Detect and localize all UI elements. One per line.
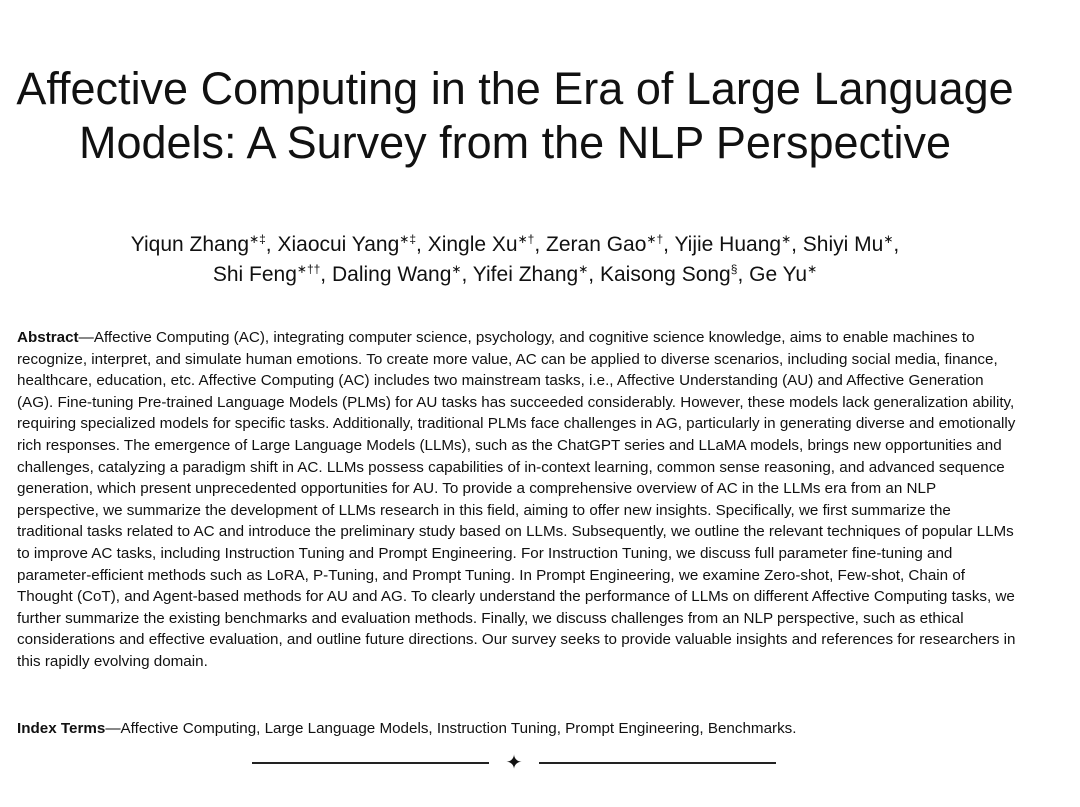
section-divider — [252, 752, 776, 774]
author-list — [0, 230, 1030, 290]
affiliation-marks: ∗ — [807, 262, 818, 276]
author: Shiyi Mu∗ — [802, 232, 894, 256]
index-terms — [17, 718, 1017, 740]
divider-diamond-icon: ✦ — [505, 752, 523, 774]
author: Yifei Zhang∗ — [472, 262, 589, 286]
author: Yijie Huang∗ — [674, 232, 792, 256]
affiliation-marks: ∗†† — [296, 262, 321, 276]
affiliation-marks: ∗‡ — [249, 232, 266, 246]
author: Xingle Xu∗† — [427, 232, 535, 256]
author: Shi Feng∗†† — [212, 262, 321, 286]
affiliation-marks: § — [730, 262, 738, 276]
affiliation-marks: ∗ — [578, 262, 589, 276]
author: Daling Wang∗ — [331, 262, 462, 286]
author-line-1: Yiqun Zhang∗‡, Xiaocui Yang∗‡, Xingle Xu∗†, Zeran Gao∗†, Yijie Huang∗, Shiyi Mu∗, — [130, 232, 900, 256]
author: Ge Yu∗ — [749, 262, 818, 286]
author-line-2: Shi Feng∗††, Daling Wang∗, Yifei Zhang∗, Kaisong Song§, Ge Yu∗ — [212, 262, 818, 286]
affiliation-marks: ∗ — [883, 232, 894, 246]
affiliation-marks: ∗† — [517, 232, 535, 246]
divider-line-right — [539, 762, 776, 764]
author: Yiqun Zhang∗‡ — [130, 232, 266, 256]
abstract-text: —Affective Computing (AC), integrating computer science, psychology, and cognitive science knowledge, aims to enable machines to recognize, interpret, and simulate human emotions. To create more value, AC can be applied to diverse scenarios, including social media, finance, healthcare, education, etc. Affective Computing (AC) includes two mainstream tasks, i.e., Affective Understanding (AU) and Affective Generation (AG). Fine-tuning Pre-trained Language Models (PLMs) for AU tasks has succeeded considerably. However, these models lack generalization ability, requiring specialized models for specific tasks. Additionally, traditional PLMs face challenges in AG, particularly in generating diverse and emotionally rich responses. The emergence of Large Language Models (LLMs), such as the ChatGPT series and LLaMA models, brings new opportunities and challenges, catalyzing a paradigm shift in AC. LLMs possess capabilities of in-context learning, common sense reasoning, and advanced sequence generation, which present unprecedented opportunities for AU. To provide a comprehensive overview of AC in the LLMs era from an NLP perspective, we summarize the development of LLMs research in this field, aiming to offer new insights. Specifically, we first summarize the traditional tasks related to AC and introduce the preliminary study based on LLMs. Subsequently, we outline the relevant techniques of popular LLMs to improve AC tasks, including Instruction Tuning and Prompt Engineering. For Instruction Tuning, we discuss full parameter fine-tuning and parameter-efficient methods such as LoRA, P-Tuning, and Prompt Tuning. In Prompt Engineering, we examine Zero-shot, Few-shot, Chain of Thought (CoT), and Agent-based methods for AU and AG. To clearly understand the performance of LLMs on different Affective Computing tasks, we further summarize the existing benchmarks and evaluation methods. Finally, we discuss challenges from an NLP perspective, such as ethical considerations and effective evaluation, and outline future directions. Our survey seeks to provide valuable insights and references for researchers in this rapidly evolving domain. — [17, 329, 1016, 670]
author: Kaisong Song§ — [599, 262, 738, 286]
affiliation-marks: ∗† — [646, 232, 664, 246]
divider-line-left — [252, 762, 489, 764]
abstract — [17, 327, 1017, 673]
index-terms-text: —Affective Computing, Large Language Models, Instruction Tuning, Prompt Engineering, Benchmarks. — [105, 720, 797, 737]
author: Xiaocui Yang∗‡ — [277, 232, 417, 256]
index-terms-label: Index Terms — [17, 720, 106, 737]
abstract-label: Abstract — [17, 329, 79, 346]
paper-title: Affective Computing in the Era of Large Language Models: A Survey from the NLP Perspective — [16, 63, 1014, 168]
affiliation-marks: ∗ — [781, 232, 792, 246]
affiliation-marks: ∗‡ — [399, 232, 417, 246]
author: Zeran Gao∗† — [546, 232, 664, 256]
affiliation-marks: ∗ — [451, 262, 462, 276]
